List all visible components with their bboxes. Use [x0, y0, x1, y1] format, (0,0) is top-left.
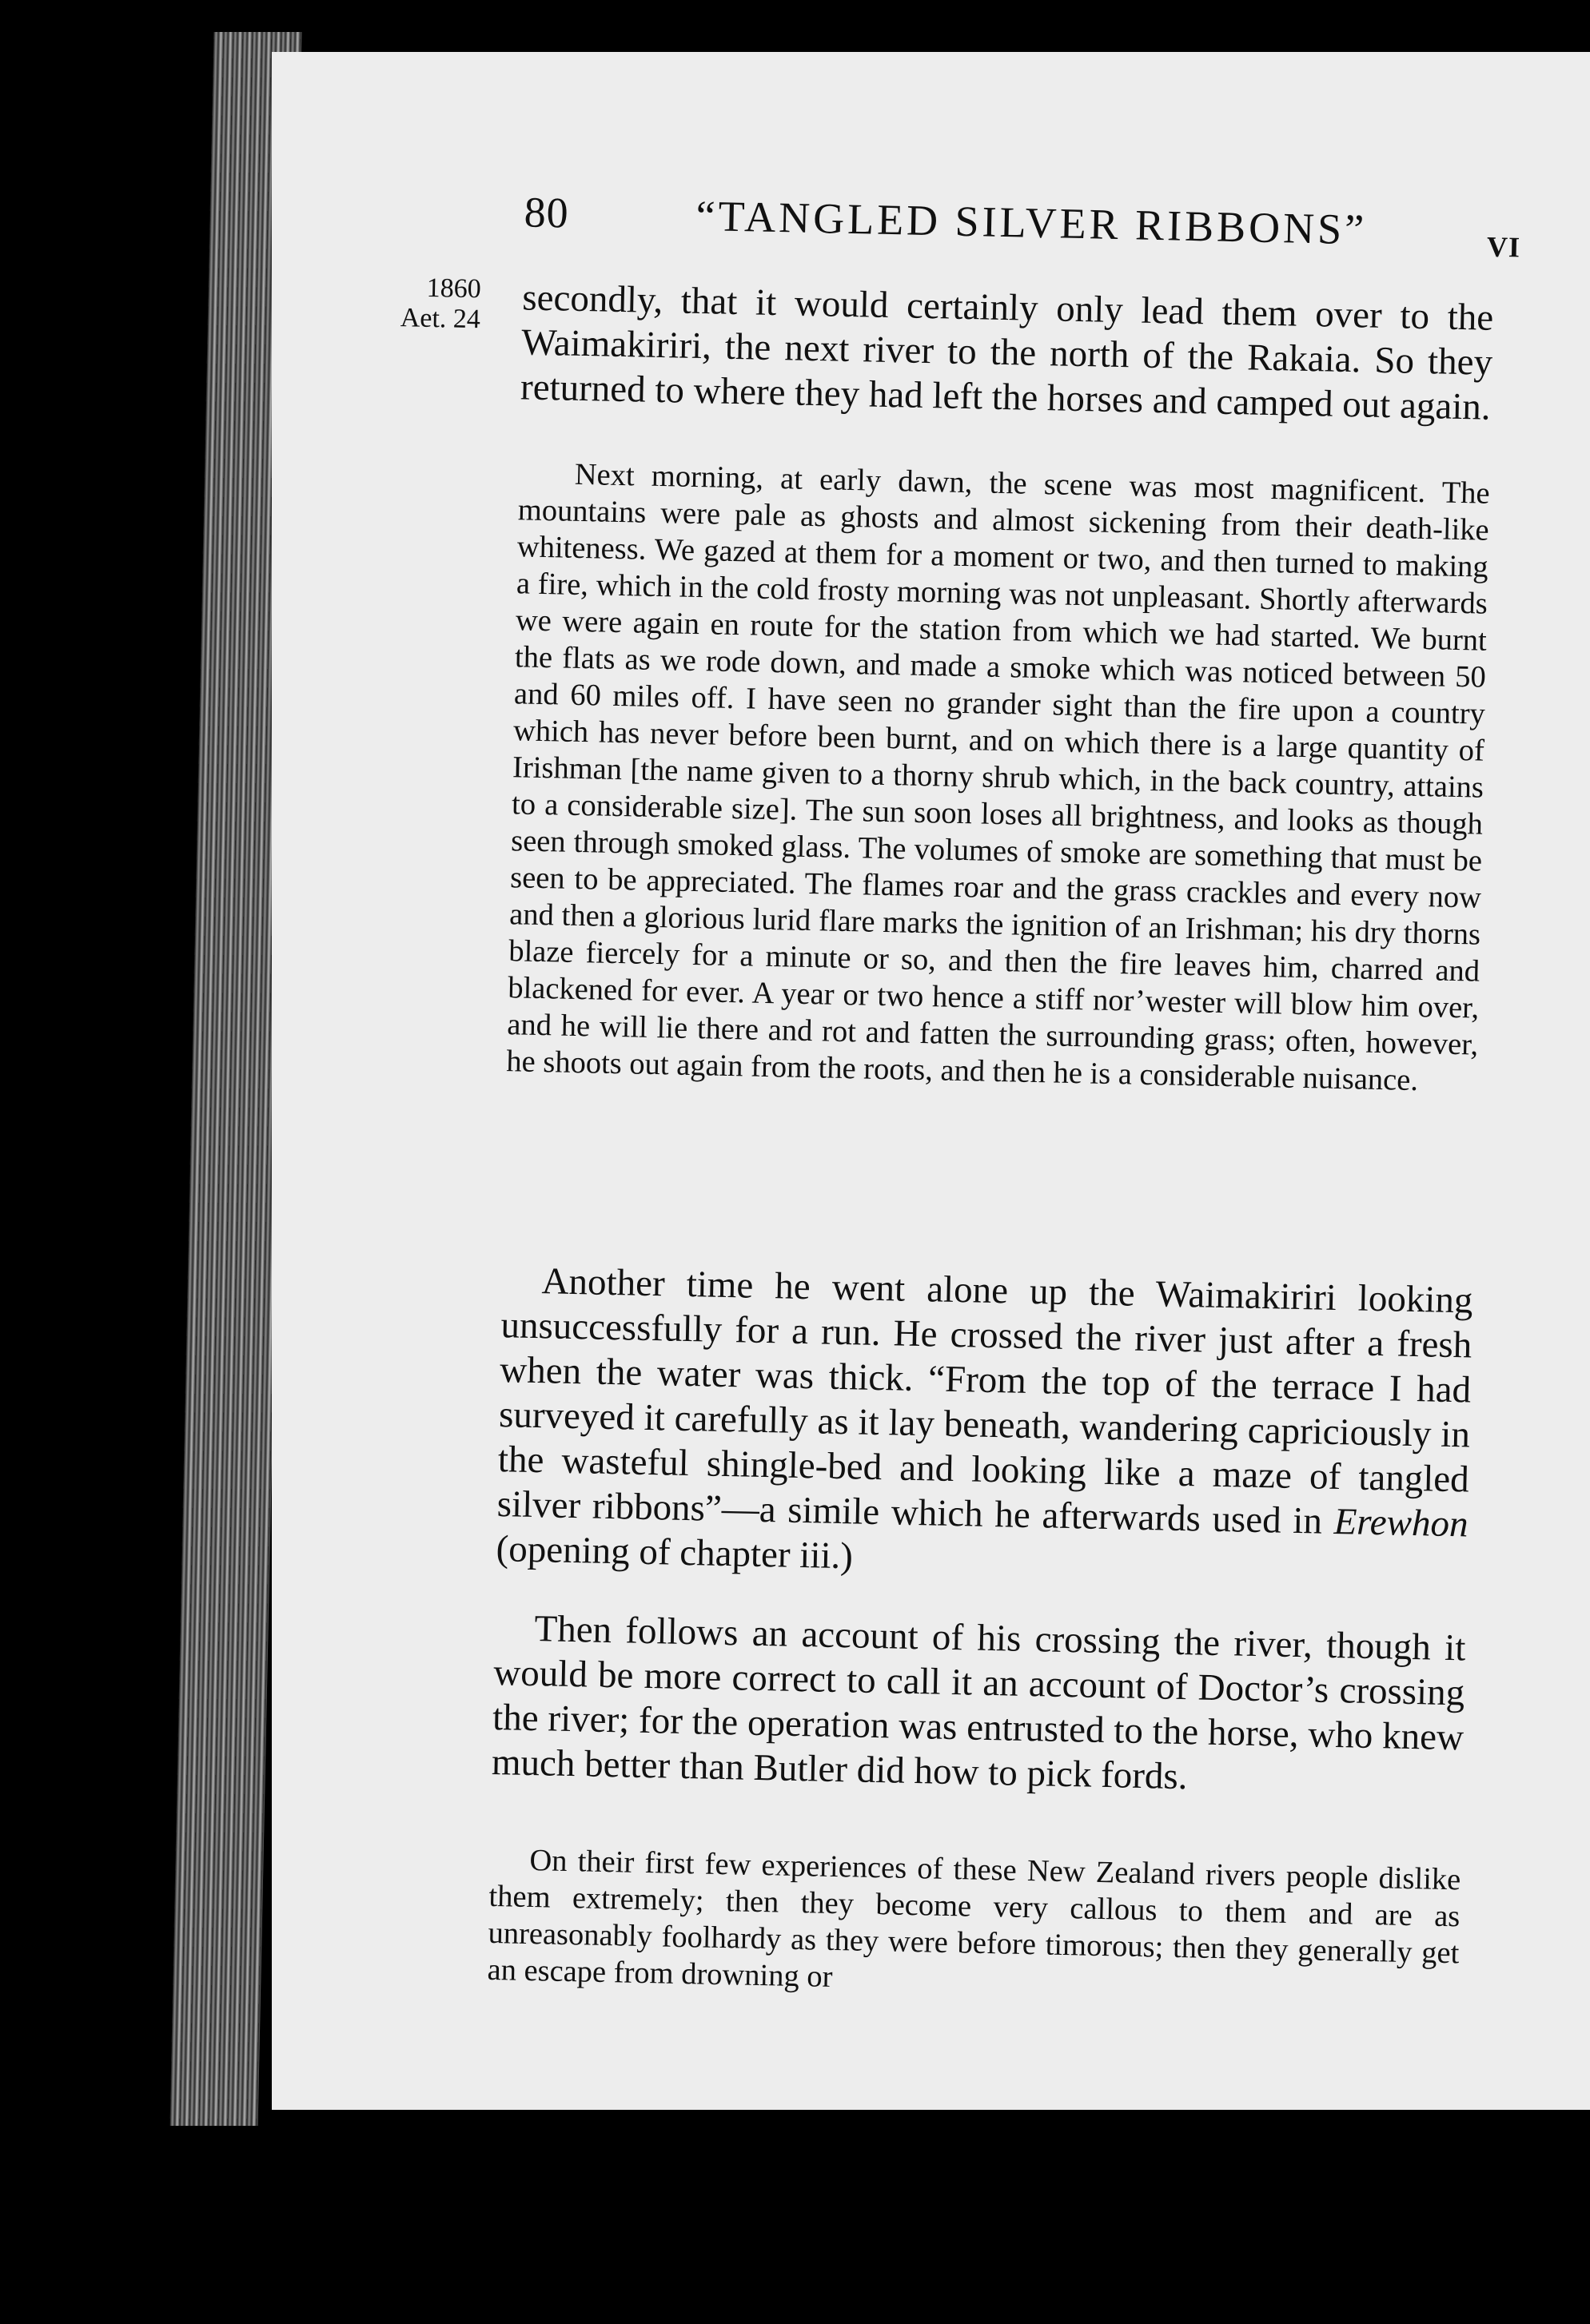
running-header [524, 187, 1524, 264]
paragraph-another-time-end: (opening of chapter iii.) [496, 1528, 854, 1578]
margin-note-year: 1860 [426, 273, 482, 304]
paragraph-secondly: secondly, that it would certainly only lead them over to the Waimakiriri, the next river to the north of the Rakaia. So they returned to where they had left the horses and camped out again. [520, 277, 1494, 428]
chapter-number: VI [1486, 230, 1521, 264]
quoted-paragraph-next-morning: Next morning, at early dawn, the scene was most magnificent. The mountains were pale as ghosts and almost sickening from their death-like whiteness. We gazed at them for a moment or two, and then turned to making a fire, which in the cold frosty morning was not unpleasant. Shortly afterwards we were again en route for the station from which we had started. We burnt the flats as we rode down, and made a smoke which was noticed between 50 and 60 miles off. I have seen no grander sight than the fire upon a country which has never before been burnt, and on which there is a large quantity of Irishman [the name given to a thorny shrub which, in the back country, attains to a considerable size]. The sun soon loses all brightness, and looks as though seen through smoked glass. The volumes of smoke are something that must be seen to be appreciated. The flames roar and the grass crackles and every now and then a glorious lurid flare marks the ignition of an Irishman; his dry thorns blaze fiercely for a minute or so, and then the fire leaves him, charred and blackened for ever. A year or two hence a stiff nor’wester will blow him over, and he will lie there and rot and fatten the surrounding grass; often, however, he shoots out again from the roots, and then he is a considerable nuisance. [505, 457, 1491, 1098]
margin-note [376, 273, 481, 336]
book-title-erewhon: Erewhon [1333, 1500, 1469, 1546]
margin-note-age: Aet. 24 [400, 303, 481, 335]
paragraph-another-time-text: Another time he went alone up the Waimakiriri looking unsuccessfully for a run. He crossed the river just after a fresh when the water was thick. “From the top of the terrace I had surveyed it carefully as it lay beneath, wandering capriciously in the wasteful shingle-bed and looking like a maze of tangled silver ribbons”—a simile which he afterwards used in [496, 1260, 1473, 1542]
page-number: 80 [524, 188, 570, 237]
book-page [272, 52, 1590, 2110]
quoted-paragraph-new-zealand-rivers: On their first few experiences of these New Zealand rivers people dislike them extremely; then they become very callous to them and are as unreasonably foolhardy as they were before timorous; then they generally get an escape from drowning or [487, 1843, 1461, 1994]
running-title: “TANGLED SILVER RIBBONS” [695, 191, 1368, 254]
page-content [229, 38, 1590, 2123]
paragraph-another-time [496, 1258, 1473, 1591]
paragraph-crossing-river: Then follows an account of his crossing the river, though it would be more correct to call it an account of Doctor’s crossing the river; for the operation was entrusted to the horse, who knew much better than Butler did how to pick fords. [491, 1608, 1466, 1798]
